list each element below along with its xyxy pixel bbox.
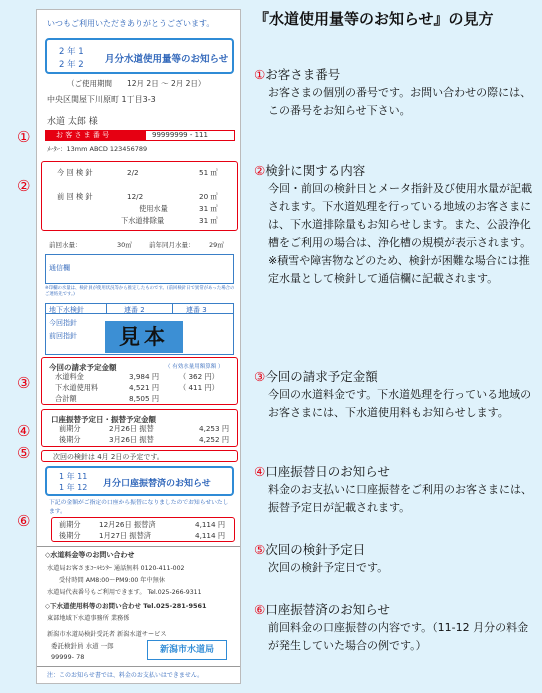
prev-volume-label: 前回水量： [49,241,82,249]
contact-sewer-title: ◇下水道使用料等のお問い合わせ Tel.025-281-9561 [45,602,207,610]
bill-note: （ 有効水量用額算額 ） [165,364,224,370]
meter-info: ﾒｰﾀｰ：13mm ABCD 123456789 [47,145,148,153]
customer-number-label: お 客 さ ま 番 号 [46,131,146,140]
guide-body-6: 前回料金の口座振替の内容です。（11-12 月分の料金が発生していた場合の例です。） [268,621,529,652]
transfer-title: 口座振替予定日・振替予定金額 [51,415,156,424]
guide-num-4: ④ [254,464,266,479]
transfer-row-1-date: 2月26日 振替 [109,424,154,433]
notice-header [45,38,234,74]
done-year-2: 1 年 12 [59,483,88,492]
callout-2: ② [17,177,31,195]
callout-3: ③ [17,374,31,392]
contact-water-line-3: 水道局代表番号もご利用できます。 Tel.025-266-9311 [47,589,202,596]
transfer-done-header [45,466,234,496]
bill-water-tax: （ 362 円） [179,372,219,381]
guide-section-5 [254,541,534,577]
callout-5: ⑤ [17,444,31,462]
comm-label: 通信欄 [49,264,70,272]
guide-body-2: 今回・前回の検針日とメータ指針及び使用水量が記載されます。下水道処理を行っている地域のお客さまには、下水道排除量もお知らせします。また、公設浄化槽をご利用の場合は、浄化槽の規模が表示されます。※積雪や障害物などのため、検針が困難な場合には推定水量として検針して通信欄に記載されます。 [268,182,532,285]
guide-heading-2: 検針に関する内容 [265,163,366,178]
bill-total-label: 合計額 [55,394,77,403]
reading-prev-value: 20 ㎥ [199,192,218,201]
next-check: 次回の検針は 4月 2日の予定です。 [53,453,164,461]
transfer-row-2-value: 4,252 円 [199,435,230,444]
waterworks-logo: 新潟市水道局 [147,640,227,660]
done-row-1-date: 12月26日 振替済 [99,520,156,529]
done-title: 月分口座振替済のお知らせ [103,479,211,489]
done-row-1-label: 前期分 [59,520,81,529]
water-volume-value: 31 ㎥ [199,204,218,213]
done-row-2-value: 4,114 円 [195,531,226,540]
issuer-line-1: 新潟市水道局検針受託者 新潟水道サービス [47,631,167,638]
bill-total-value: 8,505 円 [129,394,160,403]
sewer-volume-value: 31 ㎥ [199,216,218,225]
header-year-2: 2 年 2 [59,60,84,70]
guide-num-6: ⑥ [254,602,266,617]
guide-heading-6: 口座振替済のお知らせ [265,602,390,617]
transfer-row-1-label: 前期分 [59,424,81,433]
bill-sewer-label: 下水道使用料 [55,383,99,392]
contact-sewer-line-1: 東部地域下水道事務所 業務係 [47,615,130,622]
issuer-line-3: 99999- 78 [51,653,85,661]
done-note: 下記の金額がご指定の口座から振替になりましたのでお知らせいたします。 [49,500,229,515]
usage-period: 12月 2日 ～ 2月 2日） [127,79,206,88]
guide-title: 『水道使用量等のお知らせ』の見方 [254,10,494,28]
guide-num-2: ② [254,163,266,178]
bill-title: 今回の請求予定金額 [49,363,117,372]
bill-sewer-tax: （ 411 円） [179,383,219,392]
guide-section-3 [254,368,534,422]
sample-stamp: 見本 [105,321,183,353]
issuer-line-2: 委託検針員 水道 一郎 [51,642,114,650]
guide-section-6 [254,601,534,655]
divider [37,546,240,547]
bill-sewer-value: 4,521 円 [129,383,160,392]
transfer-row-2-label: 後期分 [59,435,81,444]
comm-box [45,254,234,284]
prev-year-label: 前年同月水量： [149,241,195,249]
guide-body-3: 今回の水道料金です。下水道処理を行っている地域のお客さまには、下水道使用料もお知らせします。 [268,388,532,419]
reading-now-value: 51 ㎥ [199,168,218,177]
reading-now-date: 2/2 [127,168,139,177]
water-volume-label: 使用水量 [139,204,168,213]
done-year-1: 1 年 11 [59,472,88,481]
guide-body-5: 次回の検針予定日です。 [268,561,389,574]
guide-section-1 [254,66,534,120]
col-serial-3: 連番 3 [186,306,207,314]
customer-number-value: 99999999 - 111 [152,131,208,139]
footer-note: 注：このお知らせ書では、料金のお支払いはできません。 [47,672,204,679]
col-serial-2: 連番 2 [124,306,145,314]
reading-prev-date: 12/2 [127,192,144,201]
col-groundwater: 地下水検針 [49,306,84,314]
bill-water-value: 3,984 円 [129,372,160,381]
guide-num-1: ① [254,67,266,82]
bill-water-label: 水道料金 [55,372,84,381]
sewer-volume-label: 下水道排除量 [121,216,165,225]
callout-4: ④ [17,422,31,440]
guide-body-1: お客さまの個別の番号です。お問い合わせの際には、この番号をお知らせ下さい。 [268,86,532,117]
guide-heading-4: 口座振替日のお知らせ [265,464,390,479]
divider [37,666,240,667]
water-usage-notice [36,9,241,684]
callout-1: ① [17,128,31,146]
contact-water-line-2: 受付時間 AM8:00～PM9:00 年中無休 [59,577,166,584]
greeting: いつもご利用いただきありがとうございます。 [47,19,215,28]
transfer-row-2-date: 3月26日 振替 [109,435,154,444]
address: 中央区関屋下川原町 1丁目3-3 [47,95,156,104]
reading-prev-label: 前 回 検 針 [57,192,93,201]
guide-body-4: 料金のお支払いに口座振替をご利用のお客さまには、振替予定日が記載されます。 [268,483,532,514]
customer-number-row [45,130,235,141]
done-row-1-value: 4,114 円 [195,520,226,529]
guide-num-5: ⑤ [254,542,266,557]
contact-water-title: ◇水道料金等のお問い合わせ [45,551,135,559]
fineprint: ※印欄の水量は、検針員が使用状況等から推定したものです。(前回検針日で異常があった場合のご連絡先です。) [45,286,235,297]
customer-name: 水道 太郎 様 [47,117,98,127]
guide-heading-1: お客さま番号 [265,67,341,82]
prev-volume-value: 30㎥ [117,241,132,249]
callout-6: ⑥ [17,512,31,530]
usage-period-label: （ご使用期間 [67,79,112,88]
done-row-2-date: 1月27日 振替済 [99,531,151,540]
row-current-reading: 今回指針 [49,319,77,327]
done-row-2-label: 後期分 [59,531,81,540]
row-previous-reading: 前回指針 [49,332,77,340]
guide-num-3: ③ [254,369,266,384]
guide-heading-3: 今回の請求予定金額 [265,369,378,384]
guide-section-4 [254,463,534,517]
guide-section-2 [254,162,534,288]
contact-water-line-1: 水道局お客さまｺｰﾙｾﾝﾀｰ 通話無料 0120-411-002 [47,565,185,572]
reading-now-label: 今 回 検 針 [57,168,93,177]
prev-year-value: 29㎥ [209,241,224,249]
header-title: 月分水道使用量等のお知らせ [105,54,229,65]
transfer-row-1-value: 4,253 円 [199,424,230,433]
header-year-1: 2 年 1 [59,47,84,57]
guide-heading-5: 次回の検針予定日 [265,542,366,557]
